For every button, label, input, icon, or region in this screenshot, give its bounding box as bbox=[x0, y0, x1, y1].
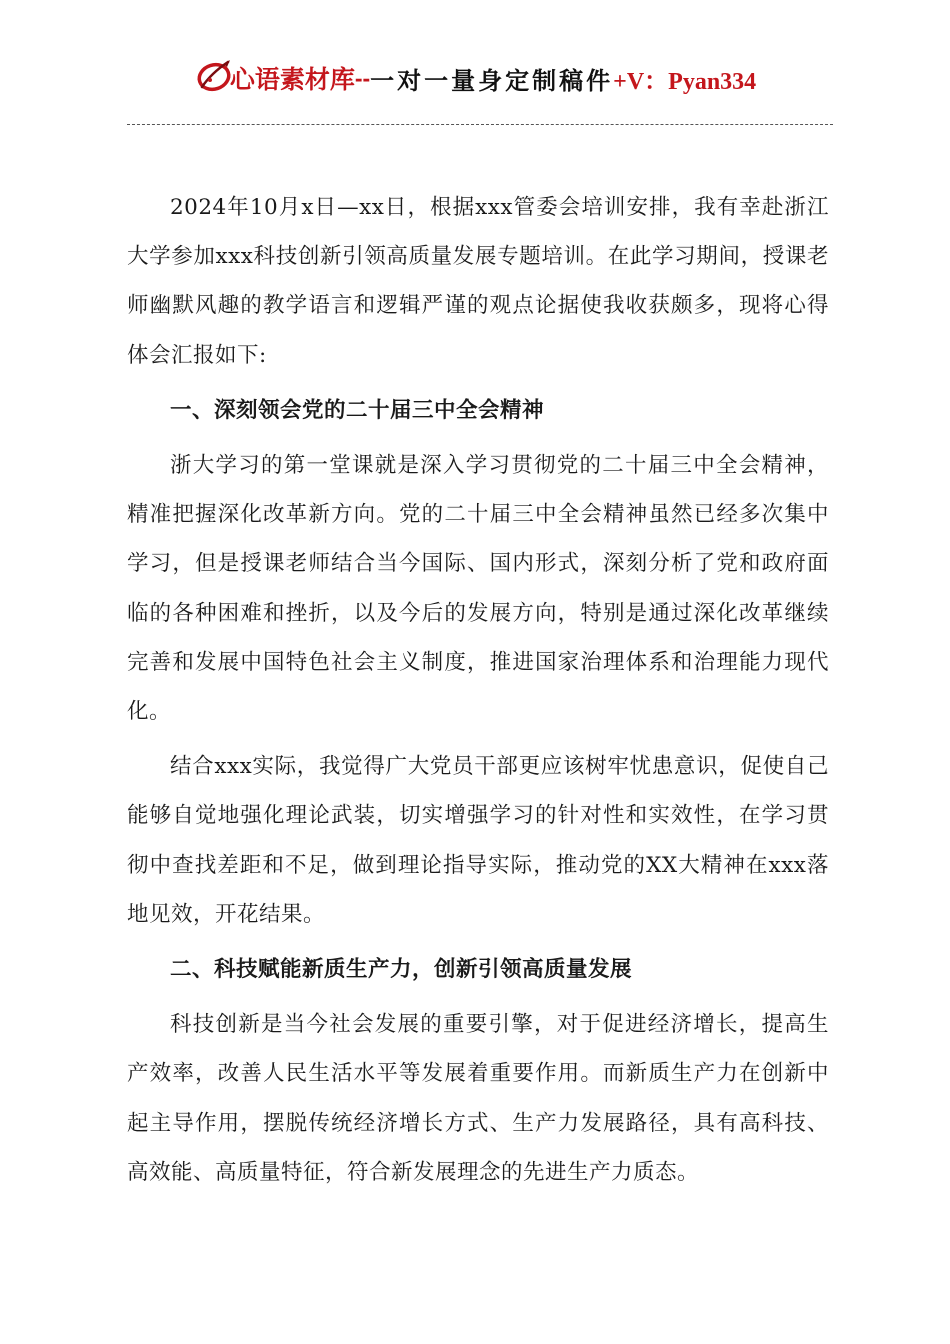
header-separator: -- bbox=[354, 64, 371, 91]
brand-name: 心语素材库 bbox=[229, 65, 355, 94]
header-divider bbox=[127, 124, 833, 125]
page-header bbox=[0, 58, 950, 106]
document-body bbox=[127, 183, 829, 1197]
quill-swirl-logo-icon bbox=[194, 56, 234, 96]
header-banner bbox=[194, 58, 756, 98]
section-1-heading: 一、深刻领会党的二十届三中全会精神 bbox=[170, 397, 545, 423]
header-contact: +V：Pyan334 bbox=[613, 68, 757, 95]
section-2-paragraph-1: 科技创新是当今社会发展的重要引擎，对于促进经济增长，提高生产效率，改善人民生活水平等发展着重要作用。而新质生产力在创新中起主导作用，摆脱传统经济增长方式、生产力发展路径，具有高科技、高效能、高质量特征，符合新发展理念的先进生产力质态。 bbox=[127, 1012, 829, 1185]
section-1-paragraph-2: 结合xxx实际，我觉得广大党员干部更应该树牢忧患意识，促使自己能够自觉地强化理论武装，切实增强学习的针对性和实效性，在学习贯彻中查找差距和不足，做到理论指导实际，推动党的XX大精神在xxx落地见效，开花结果。 bbox=[127, 754, 829, 927]
header-slogan: 一对一量身定制稿件 bbox=[370, 65, 614, 95]
section-1-paragraph-1: 浙大学习的第一堂课就是深入学习贯彻党的二十届三中全会精神，精准把握深化改革新方向。党的二十届三中全会精神虽然已经多次集中学习，但是授课老师结合当今国际、国内形式，深刻分析了党和政府面临的各种困难和挫折，以及今后的发展方向，特别是通过深化改革继续完善和发展中国特色社会主义制度，推进国家治理体系和治理能力现代化。 bbox=[127, 453, 829, 725]
section-2-heading: 二、科技赋能新质生产力，创新引领高质量发展 bbox=[170, 957, 633, 983]
intro-paragraph: 2024年10月x日—xx日，根据xxx管委会培训安排，我有幸赴浙江大学参加xxx科技创新引领高质量发展专题培训。在此学习期间，授课老师幽默风趣的教学语言和逻辑严谨的观点论据使我收获颇多，现将心得体会汇报如下: bbox=[127, 195, 829, 368]
